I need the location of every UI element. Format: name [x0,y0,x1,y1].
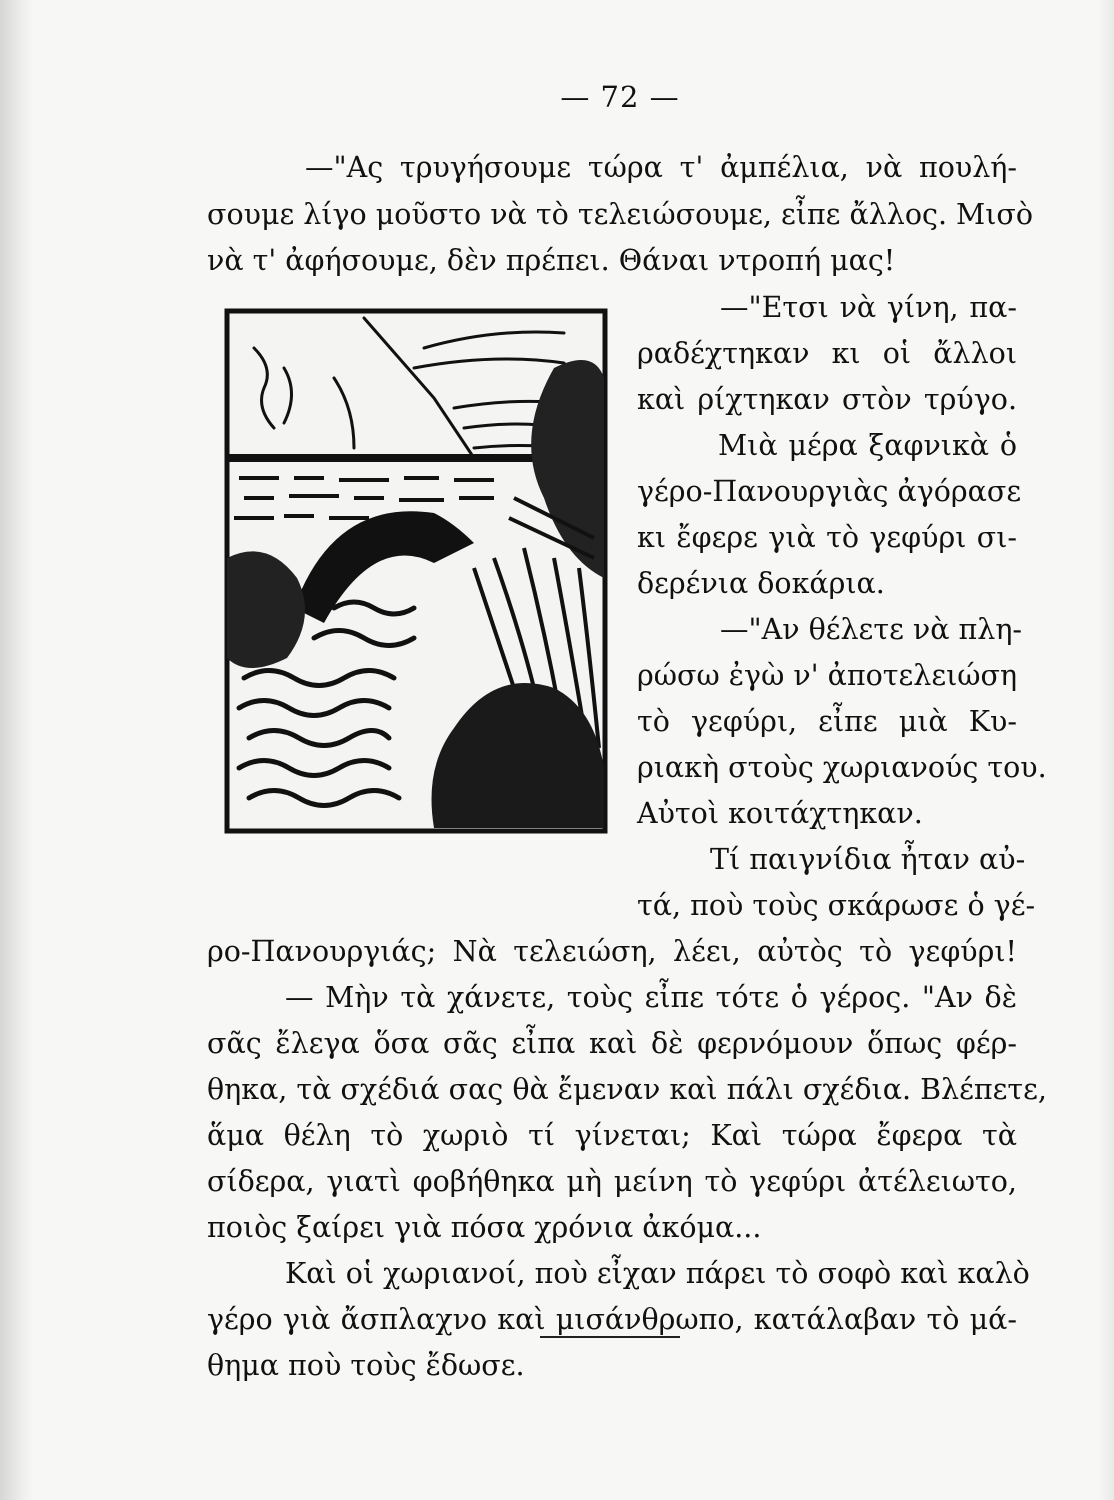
text-line: γέρο-Πανουργιὰς ἀγόρασε [637,475,1022,508]
text-line: κι ἔφερε γιὰ τὸ γεφύρι σι- [637,521,1017,554]
text-line: θηκα, τὰ σχέδιά σας θὰ ἔμεναν καὶ πάλι σχέδια. Βλέπετε, [207,1073,1047,1106]
text-line: —"Ετσι νὰ γίνη, πα- [720,291,1017,324]
text-line: γέρο γιὰ ἄσπλαχνο καὶ μισάνθρωπο, κατάλαβαν τὸ μά- [207,1303,1017,1336]
text-line: νὰ τ' ἀφήσουμε, δὲν πρέπει. Θάναι ντροπή μας! [207,244,896,277]
page-gutter [0,0,34,1500]
text-line: σᾶς ἔλεγα ὅσα σᾶς εἶπα καὶ δὲ φερνόμουν ὅπως φέρ- [207,1027,1017,1060]
text-line: Καὶ οἱ χωριανοί, ποὺ εἶχαν πάρει τὸ σοφὸ καὶ καλὸ [285,1257,1030,1290]
text-line: Μιὰ μέρα ξαφνικὰ ὁ [718,429,1017,462]
text-line: τὸ γεφύρι, εἶπε μιὰ Κυ- [637,705,1017,738]
end-rule [540,1336,680,1338]
text-line: σίδερα, γιατὶ φοβήθηκα μὴ μείνη τὸ γεφύρι ἀτέλειωτο, [207,1165,1017,1198]
page-edge [1098,0,1114,1500]
text-line: ρώσω ἐγὼ ν' ἀποτελειώση [637,659,1018,692]
text-line: δερένια δοκάρια. [637,567,885,600]
text-line: —"Αν θέλετε νὰ πλη- [720,613,1023,646]
text-line: ριακὴ στοὺς χωριανούς του. [637,751,1047,784]
text-line: σουμε λίγο μοῦστο νὰ τὸ τελειώσουμε, εἶπε ἄλλος. Μισὸ [207,198,1034,231]
text-line: Αὐτοὶ κοιτάχτηκαν. [637,797,923,830]
text-line: Τί παιγνίδια ἦταν αὐ- [710,843,1026,876]
text-line: ρο-Πανουργιάς; Νὰ τελειώση, λέει, αὐτὸς τὸ γεφύρι! [207,935,1017,968]
text-line: ραδέχτηκαν κι οἱ ἄλλοι [637,337,1017,370]
text-line: τά, ποὺ τοὺς σκάρωσε ὁ γέ- [637,889,1036,922]
text-line: καὶ ρίχτηκαν στὸν τρύγο. [637,383,1017,416]
text-line: —"Ας τρυγήσουμε τώρα τ' ἀμπέλια, νὰ πουλή- [305,151,1017,184]
page-number: — 72 — [560,80,680,114]
text-line: θημα ποὺ τοὺς ἔδωσε. [207,1349,525,1382]
bridge-illustration [224,308,608,834]
text-line: ἅμα θέλη τὸ χωριὸ τί γίνεται; Καὶ τώρα ἔφερα τὰ [207,1119,1017,1152]
text-line: — Μὴν τὰ χάνετε, τοὺς εἶπε τότε ὁ γέρος. "Αν δὲ [285,981,1017,1014]
text-line: ποιὸς ξαίρει γιὰ πόσα χρόνια ἀκόμα... [207,1211,762,1244]
